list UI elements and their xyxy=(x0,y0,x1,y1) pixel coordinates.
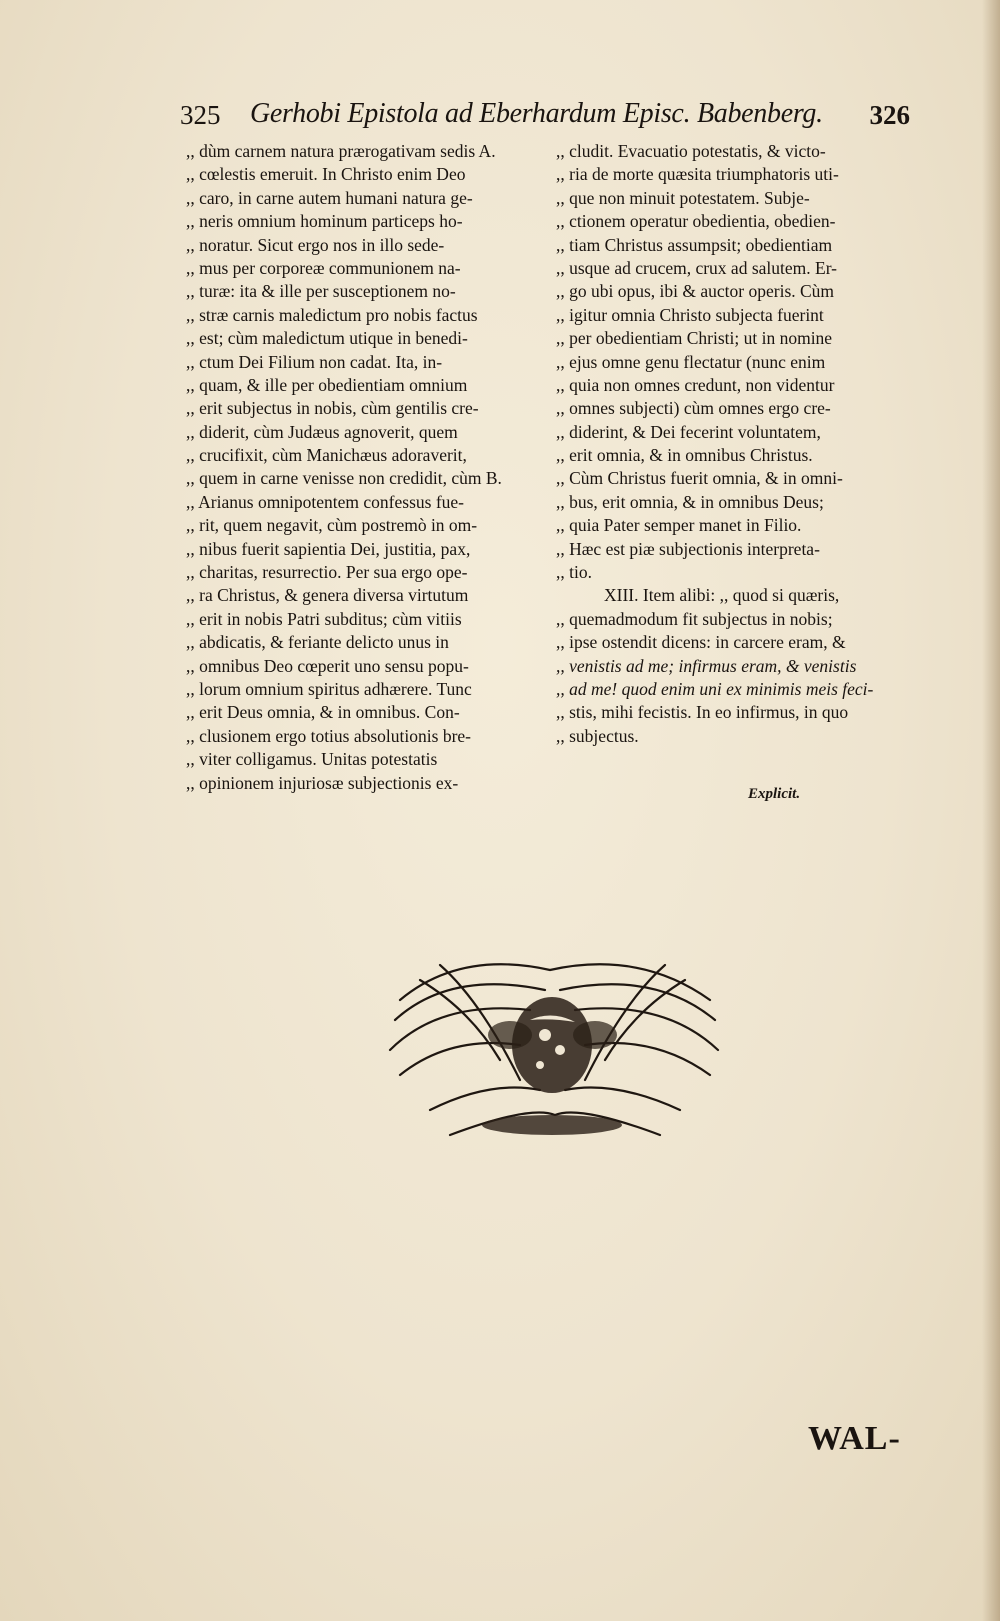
text-line: ,, ctum Dei Filium non cadat. Ita, in- xyxy=(186,351,443,372)
woodcut-ornament xyxy=(380,940,726,1150)
text-line: ,, go ubi opus, ibi & auctor operis. Cùm xyxy=(556,281,835,302)
text-line: ,, venistis ad me; infirmus eram, & venistis xyxy=(556,655,857,676)
text-line: ,, rit, quem negavit, cùm postremò in om- xyxy=(186,515,478,536)
text-line: ,, omnibus Deo cœperit uno sensu popu- xyxy=(186,655,469,676)
text-line: ,, crucifixit, cùm Manichæus adoraverit, xyxy=(186,445,467,466)
text-line: ,, cœlestis emeruit. In Christo enim Deo xyxy=(186,164,466,185)
text-line: ,, opinionem injuriosæ subjectionis ex- xyxy=(186,772,459,793)
text-line: ,, ra Christus, & genera diversa virtutum xyxy=(186,585,469,606)
text-line: ,, cludit. Evacuatio potestatis, & victo- xyxy=(556,141,826,161)
text-line: ,, viter colligamus. Unitas potestatis xyxy=(186,749,438,770)
page-number-left: 325 xyxy=(180,100,221,130)
text-line: ,, usque ad crucem, crux ad salutem. Er- xyxy=(556,257,837,278)
text-line: ,, ipse ostendit dicens: in carcere eram, & xyxy=(556,632,846,653)
text-line: ,, ejus omne genu flectatur (nunc enim xyxy=(556,351,826,372)
text-line: ,, Arianus omnipotentem confessus fue- xyxy=(186,491,465,512)
catchword: WAL- xyxy=(808,1420,901,1457)
text-line: ,, quia non omnes credunt, non videntur xyxy=(556,374,835,395)
text-line: ,, bus, erit omnia, & in omnibus Deus; xyxy=(556,491,824,512)
text-line: ,, quia Pater semper manet in Filio. xyxy=(556,515,802,536)
text-line: ,, caro, in carne autem humani natura ge- xyxy=(186,187,473,208)
text-line: ,, charitas, resurrectio. Per sua ergo ope- xyxy=(186,562,468,583)
text-line: ,, est; cùm maledictum utique in benedi- xyxy=(186,328,468,349)
text-line: ,, omnes subjecti) cùm omnes ergo cre- xyxy=(556,398,831,419)
running-title: Gerhobi Epistola ad Eberhardum Episc. Babenberg. xyxy=(250,98,823,129)
text-line: ,, clusionem ergo totius absolutionis bre- xyxy=(186,725,471,746)
text-line: ,, que non minuit potestatem. Subje- xyxy=(556,187,810,208)
right-column xyxy=(556,140,918,748)
text-line: ,, quemadmodum fit subjectus in nobis; xyxy=(556,608,833,629)
text-line: ,, ad me! quod enim uni ex minimis meis feci- xyxy=(556,678,874,699)
text-line: ,, ctionem operatur obedientia, obedien- xyxy=(556,211,836,232)
text-line: ,, noratur. Sicut ergo nos in illo sede- xyxy=(186,234,445,255)
text-line: ,, neris omnium hominum particeps ho- xyxy=(186,211,463,232)
text-line: ,, ria de morte quæsita triumphatoris uti- xyxy=(556,164,839,185)
text-line: ,, tio. xyxy=(556,562,592,583)
text-line: ,, diderint, & Dei fecerint voluntatem, xyxy=(556,421,821,442)
text-line: ,, subjectus. xyxy=(556,725,639,746)
text-line: ,, dùm carnem natura prærogativam sedis A. xyxy=(186,141,496,161)
text-line: ,, diderit, cùm Judæus agnoverit, quem xyxy=(186,421,458,442)
text-line: ,, erit omnia, & in omnibus Christus. xyxy=(556,445,813,466)
text-line: ,, quem in carne venisse non credidit, cùm B. xyxy=(186,468,502,489)
explicit-label: Explicit. xyxy=(748,786,801,802)
text-line: ,, tiam Christus assumpsit; obedientiam xyxy=(556,234,833,255)
text-line: ,, stis, mihi fecistis. In eo infirmus, in quo xyxy=(556,702,849,723)
text-line: ,, erit in nobis Patri subditus; cùm vitiis xyxy=(186,608,462,629)
section-heading-line: XIII. Item alibi: ,, quod si quæris, xyxy=(604,585,840,606)
text-line: ,, nibus fuerit sapientia Dei, justitia, pax, xyxy=(186,538,471,559)
text-line: ,, quam, & ille per obedientiam omnium xyxy=(186,374,468,395)
page-number-right: 326 xyxy=(869,100,910,130)
text-line: ,, erit Deus omnia, & in omnibus. Con- xyxy=(186,702,460,723)
text-line: ,, Hæc est piæ subjectionis interpreta- xyxy=(556,538,820,559)
text-line: ,, lorum omnium spiritus adhærere. Tunc xyxy=(186,678,472,699)
text-line: ,, igitur omnia Christo subjecta fuerint xyxy=(556,304,824,325)
text-line: ,, abdicatis, & feriante delicto unus in xyxy=(186,632,449,653)
page-edge-shadow xyxy=(982,0,1000,1621)
text-line: ,, per obedientiam Christi; ut in nomine xyxy=(556,328,833,349)
text-line: ,, stræ carnis maledictum pro nobis factus xyxy=(186,304,478,325)
text-line: ,, Cùm Christus fuerit omnia, & in omni- xyxy=(556,468,843,489)
text-line: ,, turæ: ita & ille per susceptionem no- xyxy=(186,281,456,302)
text-line: ,, mus per corporeæ communionem na- xyxy=(186,257,461,278)
running-header xyxy=(180,100,910,140)
text-line: ,, erit subjectus in nobis, cùm gentilis cre- xyxy=(186,398,479,419)
left-column xyxy=(186,140,546,795)
